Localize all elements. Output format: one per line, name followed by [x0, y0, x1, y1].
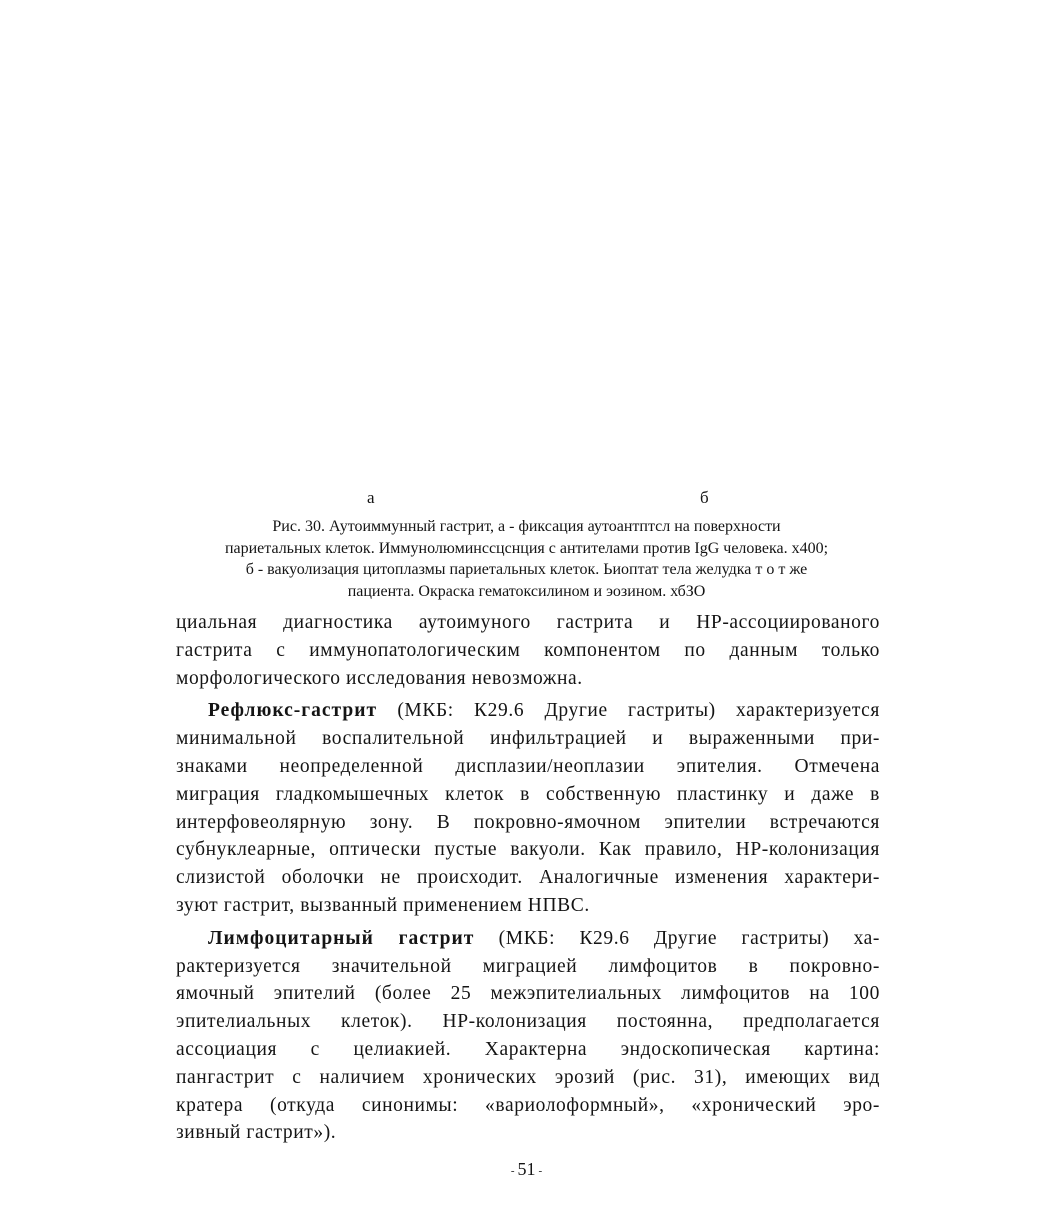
text-line: знаками неопределенной дисплазии/неоплазии эпителия. Отмечена — [176, 755, 880, 777]
term-reflux-gastritis: Рефлюкс-гастрит — [208, 700, 378, 722]
page-number-value: 51 — [517, 1159, 536, 1179]
text-line: циальная диагностика аутоимуного гастрита и НР-ассоциированого — [176, 612, 880, 633]
page-number-mark-right: - — [538, 1164, 543, 1177]
caption-line: париетальных клеток. Иммунолюминссцснция с антителами против IgG человека. х400; — [224, 539, 829, 557]
figure-panel-label-a: а — [367, 488, 375, 507]
text-line: зуют гастрит, вызванный применением НПВС. — [176, 894, 590, 916]
text-line — [176, 925, 880, 953]
text-line: ассоциация с целиакией. Характерна эндоскопическая картина: — [176, 1038, 880, 1060]
text-line: рактеризуется значительной миграцией лимфоцитов в покровно- — [176, 955, 880, 977]
text-line: слизистой оболочки не происходит. Аналогичные изменения характери- — [176, 867, 880, 889]
paragraph-reflux-gastritis — [176, 697, 880, 919]
text-line: морфологического исследования невозможна. — [176, 667, 583, 689]
figure-caption — [160, 516, 893, 602]
caption-line: Рис. 30. Аутоиммунный гастрит, а - фиксация аутоантптсл на поверхности — [272, 518, 781, 535]
page-number-mark-left: - — [510, 1164, 515, 1177]
term-lymphocytic-gastritis: Лимфоцитарный гастрит — [208, 927, 475, 949]
text-run: (МКБ: К29.6 Другие гастриты) характеризуется — [377, 700, 880, 722]
text-line: гастрита с иммунопатологическим компонентом по данным только — [176, 639, 880, 661]
text-line: интерфовеолярную зону. В покровно-ямочном эпителии встречаются — [176, 811, 880, 833]
caption-line: пациента. Окраска гематоксилином и эозином. хбЗО — [347, 582, 706, 600]
text-line: зивный гастрит»). — [176, 1122, 337, 1144]
paragraph-lymphocytic-gastritis — [176, 925, 880, 1147]
text-line: ямочный эпителий (более 25 межэпителиальных лимфоцитов на 100 — [176, 983, 880, 1005]
page-number — [0, 1158, 1053, 1182]
text-line: миграция гладкомышечных клеток в собственную пластинку и даже в — [176, 783, 880, 805]
text-line: минимальной воспалительной инфильтрацией и выраженными при- — [176, 728, 880, 750]
text-line — [176, 697, 880, 725]
text-line: субнуклеарные, оптически пустые вакуоли. Как правило, НР-колонизация — [176, 839, 880, 861]
body-text — [176, 609, 880, 1147]
figure-image-area — [0, 0, 1053, 480]
text-line: эпителиальных клеток). НР-колонизация постоянна, предполагается — [176, 1011, 880, 1033]
text-line: кратера (откуда синонимы: «вариолоформный», «хронический эро- — [176, 1094, 880, 1116]
caption-line: б - вакуолизация цитоплазмы париетальных клеток. Ьиоптат тела желудка т о т же — [245, 561, 808, 578]
figure-panel-label-b: б — [700, 488, 709, 507]
paragraph-continuation — [176, 609, 880, 692]
text-run: (МКБ: К29.6 Другие гастриты) ха- — [474, 927, 881, 949]
text-line: пангастрит с наличием хронических эрозий (рис. 31), имеющих вид — [176, 1066, 880, 1088]
